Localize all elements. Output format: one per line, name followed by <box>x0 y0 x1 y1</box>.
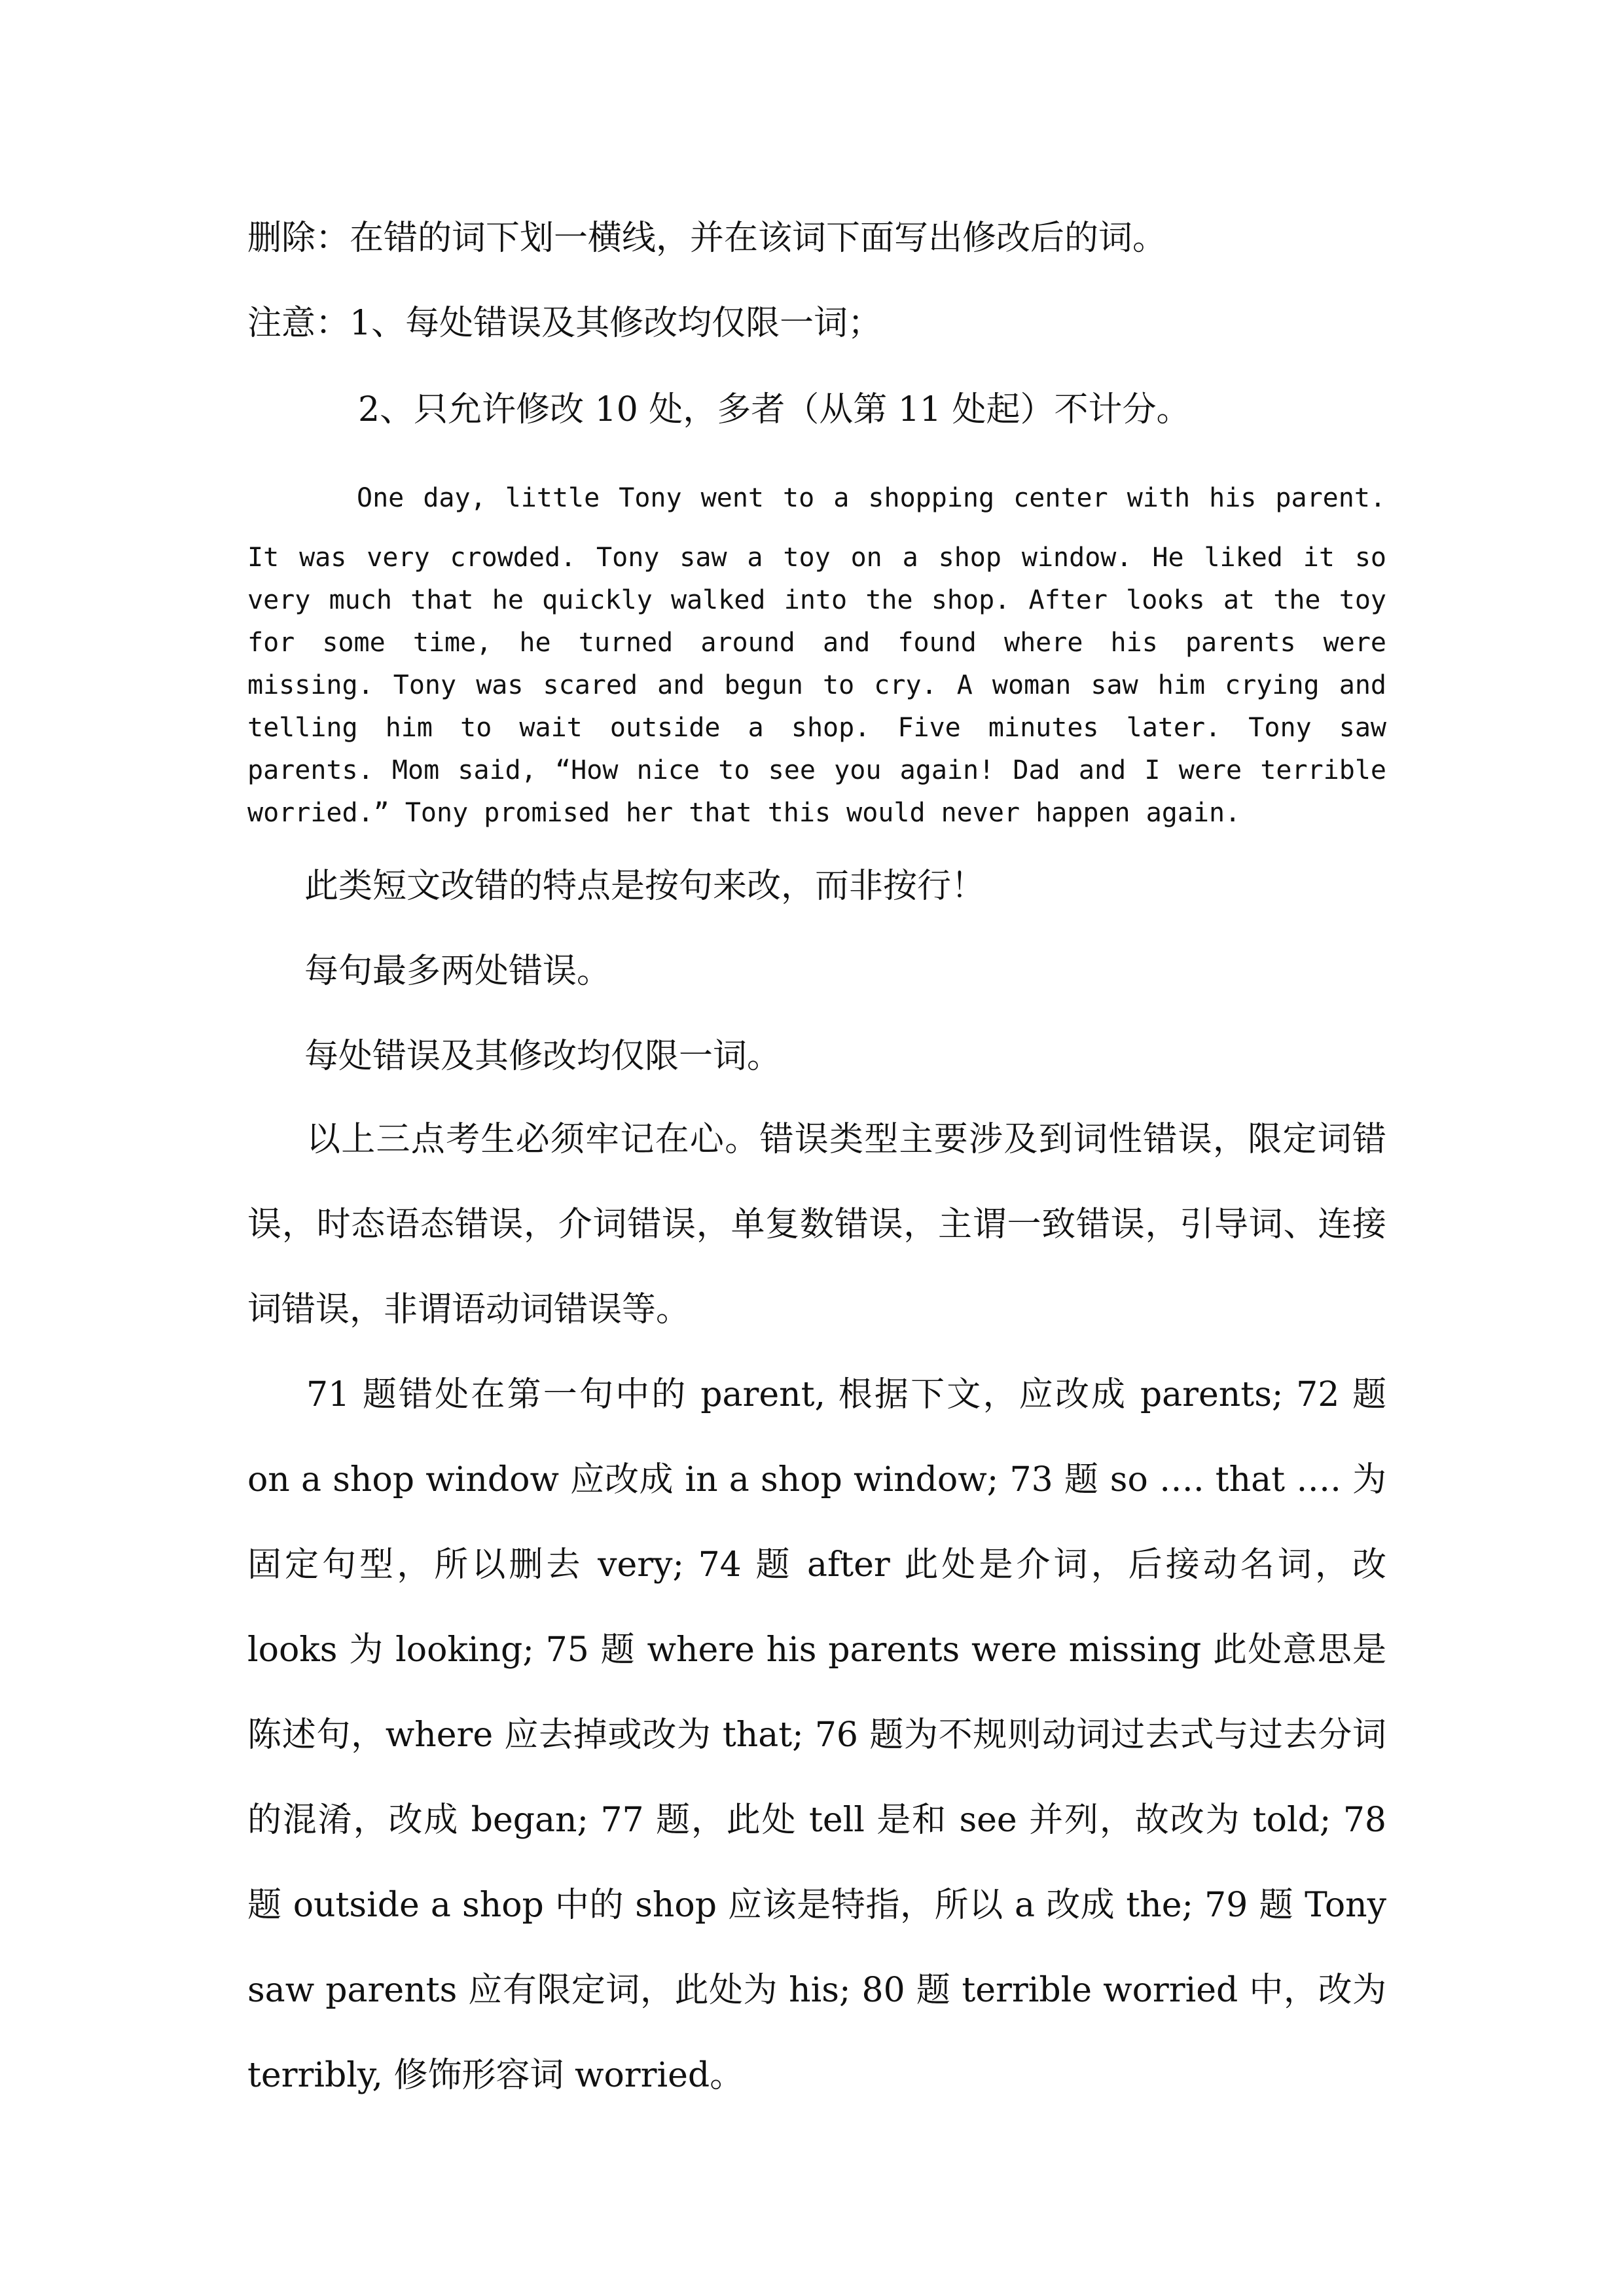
delete-instruction: 删除：在错的词下划一横线，并在该词下面写出修改后的词。 <box>247 219 1167 258</box>
analysis-point-three: 每处错误及其修改均仅限一词。 <box>304 1037 782 1076</box>
answer-explanations: 71 题错处在第一句中的 parent, 根据下文，应改成 parents; 72 题 on a shop window 应改成 in a shop window; 73 题 so …. that …. 为固定句型，所以删去 very; 74 题 after 此处是介词，后接动名词，改 looks 为 looking; 75 题 where his parents were missing 此处意思是陈述句，where 应去掉或改为 that; 76 题为不规则动词过去式与过去分词的混淆，改成 began; 77 题，此处 tell 是和 see 并列，故改为 told; 78 题 outside a shop 中的 shop 应该是特指，所以 a 改成 the; 79 题 Tony saw parents 应有限定词，此处为 his; 80 题 terrible worried 中，改为 terribly, 修饰形容词 worried。 <box>247 1375 1386 2095</box>
passage-body: It was very crowded. Tony saw a toy on a shop window. He liked it so very much that he quickly walked into the shop. After looks at the toy for some time, he turned around and found where his parents were missing. Tony was scared and begun to cry. A woman saw him crying and telling him to wait outside a shop. Five minutes later. Tony saw parents. Mom said, “How nice to see you again! Dad and I were terrible worried.” Tony promised her that this would never happen again. <box>247 543 1386 828</box>
note-two: 2、只允许修改 10 处，多者（从第 11 处起）不计分。 <box>358 390 1191 429</box>
note-one: 注意：1、每处错误及其修改均仅限一词； <box>247 304 882 343</box>
analysis-point-one: 此类短文改错的特点是按句来改，而非按行！ <box>304 867 986 906</box>
analysis-summary: 以上三点考生必须牢记在心。错误类型主要涉及到词性错误，限定词错误，时态语态错误，介词错误，单复数错误，主谓一致错误，引导词、连接词错误，非谓语动词错误等。 <box>247 1120 1386 1329</box>
passage-first-line: One day, little Tony went to a shopping center with his parent. <box>357 483 1386 513</box>
analysis-point-two: 每句最多两处错误。 <box>304 952 611 991</box>
